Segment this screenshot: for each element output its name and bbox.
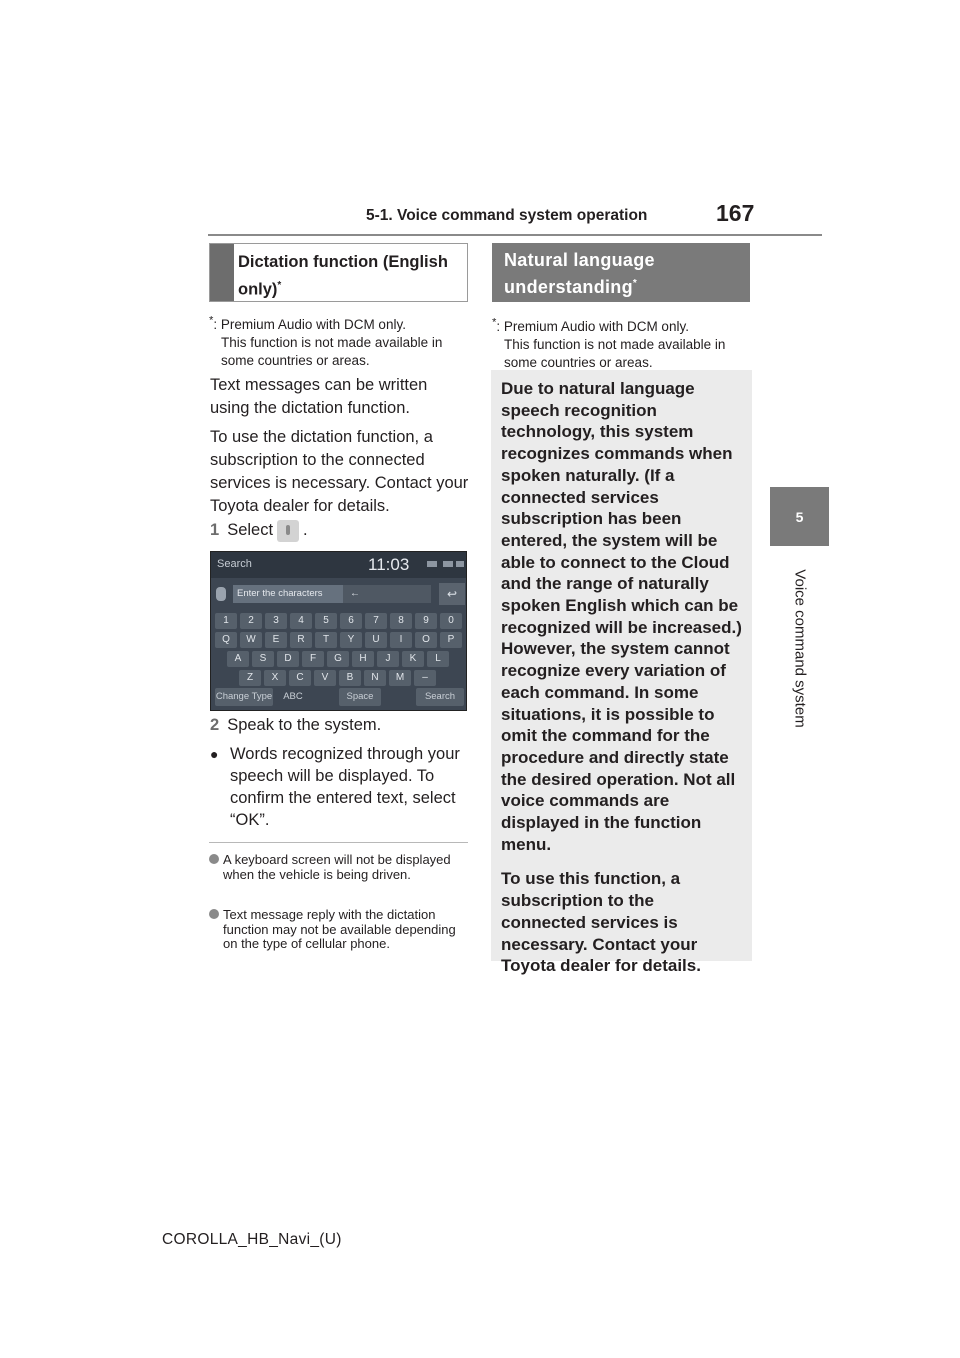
step-number: 2 (210, 716, 220, 734)
chapter-title: Voice command system (791, 569, 809, 728)
footnote-marker: * (632, 278, 638, 289)
step-2: 2 Speak to the system. (210, 716, 382, 734)
keyboard-key[interactable]: P (440, 632, 462, 648)
keyboard-key[interactable]: 5 (315, 613, 337, 629)
info-paragraph: To use this function, a subscription to the connected services is necessary. Contact your Toyota dealer for details. (501, 869, 701, 976)
microphone-icon[interactable] (216, 587, 226, 601)
keyboard-key[interactable]: W (240, 632, 262, 648)
keyboard-key[interactable]: V (314, 670, 336, 686)
signal-icon (427, 561, 437, 567)
keyboard-key[interactable]: 1 (215, 613, 237, 629)
footnote-marker: * (209, 314, 214, 326)
keyboard-key[interactable]: 0 (440, 613, 462, 629)
keyboard-key[interactable]: 9 (415, 613, 437, 629)
chapter-tab (770, 487, 829, 546)
battery-icon (443, 561, 453, 567)
document-id: COROLLA_HB_Navi_(U) (162, 1231, 342, 1248)
keyboard-key[interactable]: 8 (390, 613, 412, 629)
keyboard-key[interactable]: T (315, 632, 337, 648)
bullet-icon: ● (210, 746, 219, 762)
input-mode-label: ABC (283, 691, 303, 702)
heading-bar (210, 244, 234, 301)
keyboard-key[interactable]: Q (215, 632, 237, 648)
keyboard-screen (210, 551, 467, 711)
footnote-marker: * (492, 316, 497, 328)
keyboard-key[interactable]: X (264, 670, 286, 686)
search-button[interactable]: Search (416, 688, 464, 706)
keyboard-key[interactable]: O (415, 632, 437, 648)
bullet-item: ● Words recognized through your speech will be displayed. To confirm the entered text, select “OK”. (210, 745, 460, 829)
info-divider (209, 842, 468, 843)
keyboard-key[interactable]: K (402, 651, 424, 667)
keyboard-key[interactable]: M (389, 670, 411, 686)
keyboard-key[interactable]: B (339, 670, 361, 686)
keyboard-key[interactable]: A (227, 651, 249, 667)
screen-clock: 11:03 (368, 555, 410, 574)
keyboard-key[interactable]: G (327, 651, 349, 667)
keyboard-key[interactable]: I (390, 632, 412, 648)
return-arrow-icon[interactable]: ↩ (439, 583, 465, 605)
keyboard-key[interactable]: Y (340, 632, 362, 648)
keyboard-key[interactable]: Z (239, 670, 261, 686)
section-title: 5-1. Voice command system operation (366, 207, 648, 224)
info-item: Text message reply with the dictation function may not be available depending on the type of cellular phone. (209, 908, 469, 952)
keyboard-key[interactable]: 7 (365, 613, 387, 629)
dictation-heading-box (209, 243, 468, 302)
step-number: 1 (210, 521, 220, 539)
natural-language-heading: Natural language understanding* (504, 250, 655, 297)
info-paragraph: Due to natural language speech recognition technology, this system recognizes commands when spoken naturally. (If a connected services subscription has been entered, the system will be able to connect to the Cloud and the range of naturally spoken English which can be recognized will be increased.) However, the system cannot recognize every variation of each command. In some situations, it is possible to omit the command for the procedure and directly state the desired operation. Not all voice commands are displayed in the function menu. (501, 379, 742, 854)
keyboard-key[interactable]: E (265, 632, 287, 648)
keyboard-key[interactable]: 4 (290, 613, 312, 629)
keyboard-key[interactable]: C (289, 670, 311, 686)
keyboard-key[interactable]: L (427, 651, 449, 667)
keyboard-key[interactable]: 3 (265, 613, 287, 629)
dictation-intro: Text messages can be written using the dictation function. (210, 376, 428, 417)
dictation-subscription: To use the dictation function, a subscription to the connected services is necessary. Contact your Toyota dealer for details. (210, 428, 469, 515)
info-item: A keyboard screen will not be displayed when the vehicle is being driven. (209, 853, 469, 882)
info-bullet-icon (209, 909, 219, 919)
natural-language-info-box (491, 370, 752, 976)
keyboard-key[interactable]: 6 (340, 613, 362, 629)
keyboard-key[interactable]: R (290, 632, 312, 648)
microphone-icon (277, 520, 299, 542)
keyboard-key[interactable]: 2 (240, 613, 262, 629)
keyboard-key[interactable]: S (252, 651, 274, 667)
page-number: 167 (716, 200, 755, 226)
step-1: 1 Select . (210, 519, 308, 542)
keyboard-key[interactable]: U (365, 632, 387, 648)
keyboard-key[interactable]: H (352, 651, 374, 667)
info-bullet-icon (209, 854, 219, 864)
natural-language-footnote: *: Premium Audio with DCM only. This function is not made available in some countries or areas. (492, 316, 726, 370)
space-key[interactable]: Space (339, 688, 381, 706)
footnote-marker: * (277, 280, 282, 291)
chapter-number: 5 (795, 508, 804, 525)
keyboard-key[interactable]: N (364, 670, 386, 686)
header-divider (208, 234, 822, 236)
backspace-icon[interactable]: ← (350, 588, 360, 599)
keyboard-key[interactable]: – (414, 670, 436, 686)
dictation-heading: Dictation function (English only)* (238, 253, 448, 299)
screen-title: Search (217, 558, 252, 570)
natural-language-heading-box (492, 243, 750, 302)
change-type-button[interactable]: Change Type (215, 688, 273, 706)
keyboard-key[interactable]: J (377, 651, 399, 667)
dictation-footnote: *: Premium Audio with DCM only. This function is not made available in some countries or areas. (209, 314, 443, 368)
keyboard-key[interactable]: F (302, 651, 324, 667)
text-entry-field[interactable]: Enter the characters (233, 585, 343, 603)
bluetooth-icon (456, 561, 464, 567)
keyboard-key[interactable]: D (277, 651, 299, 667)
